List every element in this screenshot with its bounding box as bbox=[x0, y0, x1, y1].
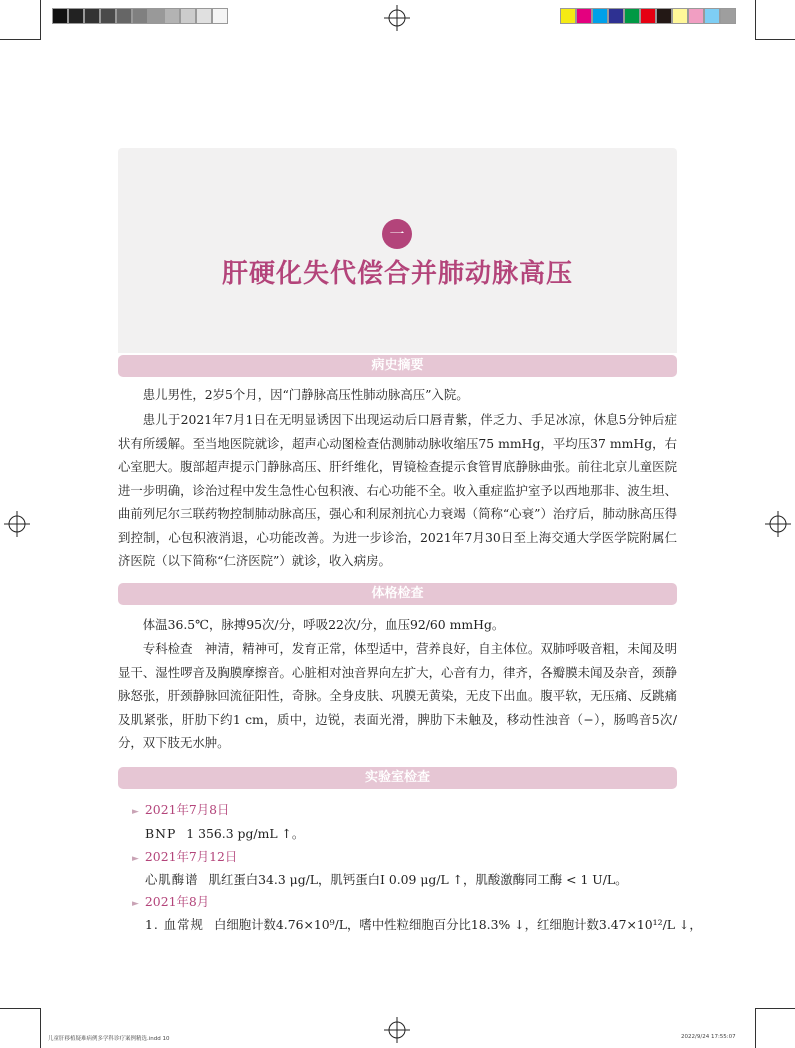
history-paragraph-2: 患儿于2021年7月1日在无明显诱因下出现运动后口唇青紫，伴乏力、手足冰凉，休息5分钟后症状有所缓解。至当地医院就诊，超声心动图检查估测肺动脉收缩压75 mmHg，平均压37 mmHg，右心室肥大。腹部超声提示门静脉高压、肝纤维化，胃镜检查提示食管胃底静脉曲张。前往北京儿童医院进一步明确，诊治过程中发生急性心包积液、右心功能不全。收入重症监护室予以西地那非、波生坦、曲前列尼尔三联药物控制肺动脉高压，强心和利尿剂抗心力衰竭（简称“心衰”）治疗后，肺动脉高压得到控制，心包积液消退，心功能改善。为进一步诊治，2021年7月30日至上海交通大学医学院附属仁济医院（以下简称“仁济医院”）就诊，收入病房。 bbox=[118, 412, 677, 568]
registration-mark-top bbox=[384, 5, 410, 31]
lab-entry-2-name: 心肌酶谱 bbox=[145, 872, 199, 887]
triangle-bullet-icon: ► bbox=[132, 854, 139, 864]
section-header-lab: 实验室检查 bbox=[118, 767, 677, 789]
section-header-exam: 体格检查 bbox=[118, 583, 677, 605]
exam-paragraph-2: 专科检查 神清，精神可，发育正常，体型适中，营养良好，自主体位。双肺呼吸音粗，未闻及明显干、湿性啰音及胸膜摩擦音。心脏相对浊音界向左扩大，心音有力，律齐，各瓣膜未闻及杂音，颈静脉怒张，肝颈静脉回流征阳性，奇脉。全身皮肤、巩膜无黄染，无皮下出血。腹平软，无压痛、反跳痛及肌紧张，肝肋下约1 cm，质中，边锐，表面光滑，脾肋下未触及，移动性浊音（−），肠鸣音5次/分，双下肢无水肿。 bbox=[118, 641, 677, 750]
grayscale-bar bbox=[52, 8, 228, 24]
lab-entry-3-text: 白细胞计数4.76×10⁹/L，嗜中性粒细胞百分比18.3% ↓，红细胞计数3.47×10¹²/L ↓， bbox=[213, 917, 702, 932]
triangle-bullet-icon: ► bbox=[132, 807, 139, 817]
lab-entry-1-text: 1 356.3 pg/mL ↑。 bbox=[186, 826, 305, 841]
lab-entry-2 bbox=[145, 870, 628, 890]
lab-entry-3-name: 1. 血常规 bbox=[145, 917, 204, 932]
lab-date-1: ► 2021年7月8日 bbox=[132, 802, 230, 817]
lab-entry-2-text: 肌红蛋白34.3 μg/L，肌钙蛋白I 0.09 μg/L ↑，肌酸激酶同工酶 < 1 U/L。 bbox=[208, 872, 628, 887]
lab-entry-1 bbox=[145, 824, 304, 844]
footer-timestamp: 2022/9/24 17:55:07 bbox=[681, 1034, 736, 1040]
lab-date-2: ► 2021年7月12日 bbox=[132, 849, 238, 864]
registration-mark-right bbox=[765, 511, 791, 537]
section-header-history: 病史摘要 bbox=[118, 355, 677, 377]
page-title: 肝硬化失代偿合并肺动脉高压 bbox=[221, 259, 573, 289]
color-bar bbox=[560, 8, 736, 24]
footer-file-name: 儿童肝移植疑难病例多学科诊疗案例精选.indd 10 bbox=[48, 1036, 170, 1042]
history-paragraph-1: 患儿男性，2岁5个月，因“门静脉高压性肺动脉高压”入院。 bbox=[142, 387, 469, 402]
lab-entry-3 bbox=[145, 915, 702, 935]
chapter-header-background bbox=[118, 148, 677, 353]
lab-entry-1-name: BNP bbox=[145, 826, 177, 841]
registration-mark-bottom bbox=[384, 1017, 410, 1043]
chapter-number-badge: 一 bbox=[382, 219, 412, 249]
triangle-bullet-icon: ► bbox=[132, 899, 139, 909]
lab-date-3: ► 2021年8月 bbox=[132, 894, 210, 909]
registration-mark-left bbox=[4, 511, 30, 537]
exam-paragraph-1: 体温36.5℃，脉搏95次/分，呼吸22次/分，血压92/60 mmHg。 bbox=[142, 617, 505, 632]
